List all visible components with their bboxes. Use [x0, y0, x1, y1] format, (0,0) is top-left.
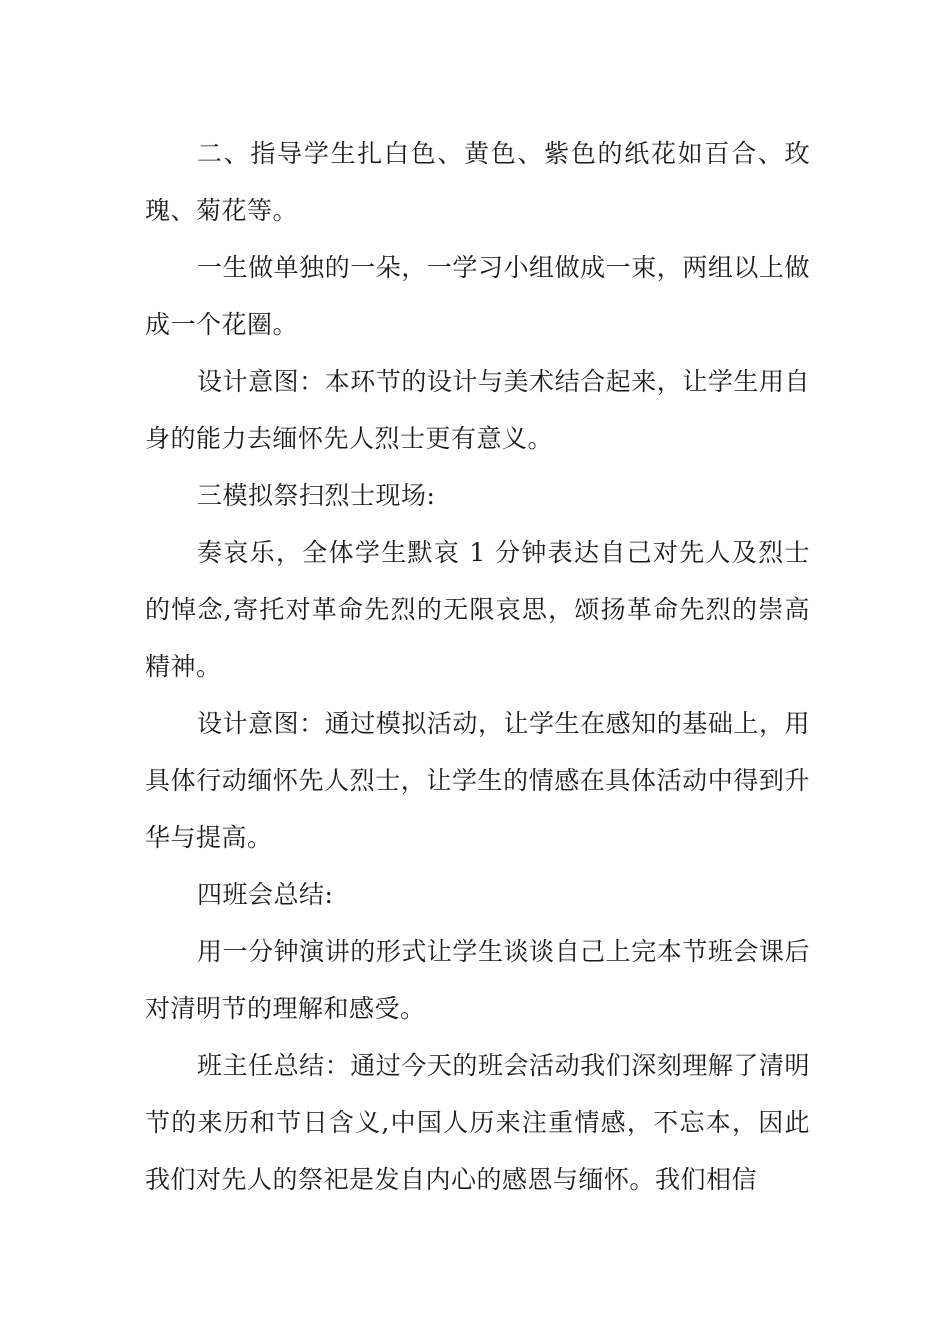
paragraph-activity-two: 二、指导学生扎白色、黄色、紫色的纸花如百合、玫瑰、菊花等。: [145, 139, 810, 225]
paragraph-flower-tasks: 一生做单独的一朵，一学习小组做成一束，两组以上做成一个花圈。: [145, 253, 810, 339]
paragraph-teacher-summary: 班主任总结：通过今天的班会活动我们深刻理解了清明节的来历和节日含义,中国人历来注重情感，不忘本，因此我们对先人的祭祀是发自内心的感恩与缅怀。我们相信: [145, 1051, 810, 1194]
paragraph-silent-tribute: 奏哀乐，全体学生默哀 1 分钟表达自己对先人及烈士的悼念,寄托对革命先烈的无限哀思，颂扬革命先烈的崇高精神。: [145, 538, 810, 681]
paragraph-activity-four-heading: 四班会总结:: [197, 880, 334, 909]
document-body: [145, 125, 810, 1208]
paragraph-activity-three-heading: 三模拟祭扫烈士现场:: [197, 481, 436, 510]
paragraph-student-speech: 用一分钟演讲的形式让学生谈谈自己上完本节班会课后对清明节的理解和感受。: [145, 937, 810, 1023]
paragraph-design-intent-simulation: 设计意图：通过模拟活动，让学生在感知的基础上，用具体行动缅怀先人烈士，让学生的情感在具体活动中得到升华与提高。: [145, 709, 810, 852]
paragraph-design-intent-art: 设计意图：本环节的设计与美术结合起来，让学生用自身的能力去缅怀先人烈士更有意义。: [145, 367, 810, 453]
